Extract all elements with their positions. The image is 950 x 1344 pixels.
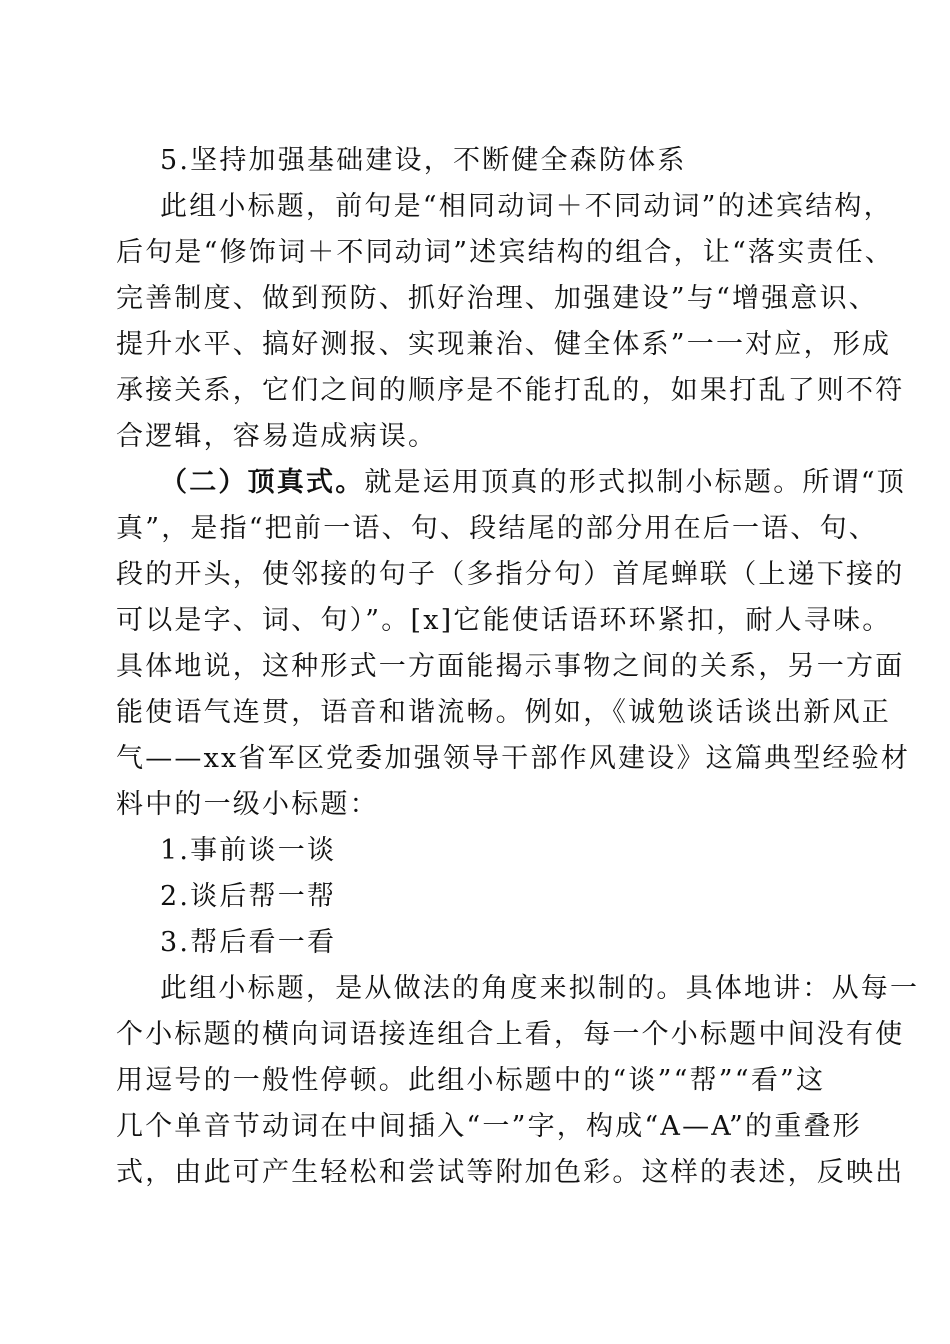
paragraph-line: 真”，是指“把前一语、句、段结尾的部分用在后一语、句、 <box>116 513 879 544</box>
section-first-line <box>116 460 907 506</box>
paragraph-line: 个小标题的横向词语接连组合上看，每一个小标题中间没有使 <box>116 1019 905 1050</box>
document-page <box>116 138 920 1196</box>
paragraph-line: 承接关系，它们之间的顺序是不能打乱的，如果打乱了则不符 <box>116 375 905 406</box>
paragraph-line: 用逗号的一般性停顿。此组小标题中的“谈”“帮”“看”这 <box>116 1065 826 1096</box>
paragraph-line: 合逻辑，容易造成病误。 <box>116 421 438 452</box>
list-item: 2.谈后帮一帮 <box>160 881 337 912</box>
paragraph-line: 式，由此可产生轻松和尝试等附加色彩。这样的表述，反映出 <box>116 1157 905 1188</box>
paragraph-line: 段的开头，使邻接的句子（多指分句）首尾蝉联（上递下接的 <box>116 559 905 590</box>
section-heading: （二）顶真式。 <box>160 467 365 498</box>
paragraph-line: 提升水平、搞好测报、实现兼治、健全体系”一一对应，形成 <box>116 329 892 360</box>
paragraph-line: 具体地说，这种形式一方面能揭示事物之间的关系，另一方面 <box>116 651 905 682</box>
paragraph-line: 后句是“修饰词＋不同动词”述宾结构的组合，让“落实责任、 <box>116 237 895 268</box>
list-item: 3.帮后看一看 <box>160 927 337 958</box>
paragraph-line: 几个单音节动词在中间插入“一”字，构成“A—A”的重叠形 <box>116 1111 862 1142</box>
paragraph-line: 能使语气连贯，语音和谐流畅。例如，《诚勉谈话谈出新风正 <box>116 697 891 728</box>
paragraph-line: 此组小标题，是从做法的角度来拟制的。具体地讲：从每一 <box>160 973 920 1004</box>
list-item: 1.事前谈一谈 <box>160 835 337 866</box>
paragraph-line: 气——xx省军区党委加强领导干部作风建设》这篇典型经验材 <box>116 743 911 774</box>
paragraph-line: 5.坚持加强基础建设，不断健全森防体系 <box>160 145 687 176</box>
paragraph-line: 此组小标题，前句是“相同动词＋不同动词”的述宾结构， <box>160 191 893 222</box>
paragraph-line: 料中的一级小标题： <box>116 789 379 820</box>
paragraph-line: 完善制度、做到预防、抓好治理、加强建设”与“增强意识、 <box>116 283 879 314</box>
paragraph-line: 可以是字、词、句）”。[x]它能使话语环环紧扣，耐人寻味。 <box>116 605 892 636</box>
section-first-line-text: 就是运用顶真的形式拟制小标题。所谓“顶 <box>364 467 907 498</box>
